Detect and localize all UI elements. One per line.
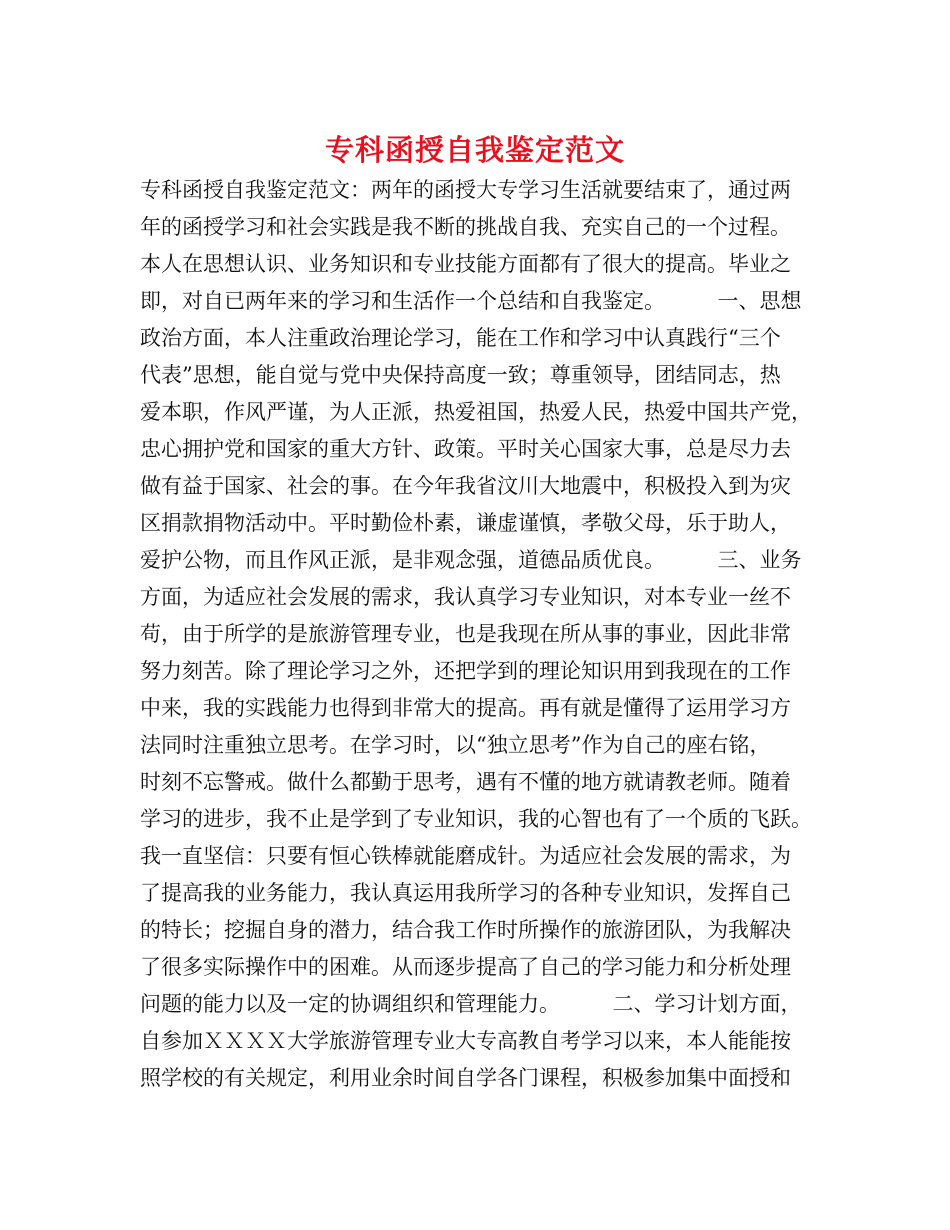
document-body <box>140 172 830 1097</box>
body-line: 年的函授学习和社会实践是我不断的挑战自我、充实自己的一个过程。 <box>140 215 791 239</box>
body-line: 苟，由于所学的是旅游管理专业，也是我现在所从事的事业，因此非常 <box>140 622 791 646</box>
body-line: 方面，为适应社会发展的需求，我认真学习专业知识，对本专业一丝不 <box>140 585 791 609</box>
body-line: 区捐款捐物活动中。平时勤俭朴素，谦虚谨慎，孝敬父母，乐于助人， <box>140 511 791 535</box>
body-line: 了提高我的业务能力，我认真运用我所学习的各种专业知识，发挥自己 <box>140 881 791 905</box>
body-line: 法同时注重独立思考。在学习时，以“独立思考”作为自己的座右铭， <box>140 733 771 757</box>
body-line: 代表”思想，能自觉与党中央保持高度一致；尊重领导，团结同志，热 <box>140 363 781 387</box>
body-line: 了很多实际操作中的困难。从而逐步提高了自己的学习能力和分析处理 <box>140 955 791 979</box>
body-line: 即，对自已两年来的学习和生活作一个总结和自我鉴定。 一、思想 <box>140 289 802 313</box>
body-line: 学习的进步，我不止是学到了专业知识，我的心智也有了一个质的飞跃。 <box>140 807 812 831</box>
body-line: 专科函授自我鉴定范文：两年的函授大专学习生活就要结束了，通过两 <box>140 178 791 202</box>
body-line: 爱本职，作风严谨，为人正派，热爱祖国，热爱人民，热爱中国共产党， <box>140 400 812 424</box>
body-line: 的特长；挖掘自身的潜力，结合我工作时所操作的旅游团队，为我解决 <box>140 918 791 942</box>
body-line: 努力刻苦。除了理论学习之外，还把学到的理论知识用到我现在的工作 <box>140 659 791 683</box>
body-line: 问题的能力以及一定的协调组织和管理能力。 二、学习计划方面， <box>140 992 802 1016</box>
body-line: 本人在思想认识、业务知识和专业技能方面都有了很大的提高。毕业之 <box>140 252 791 276</box>
body-line: 爱护公物，而且作风正派，是非观念强，道德品质优良。 三、业务 <box>140 548 802 572</box>
body-line: 时刻不忘警戒。做什么都勤于思考，遇有不懂的地方就请教老师。随着 <box>140 770 791 794</box>
body-line: 自参加ＸＸＸＸ大学旅游管理专业大专高教自考学习以来，本人能能按 <box>140 1029 791 1053</box>
body-line: 照学校的有关规定，利用业余时间自学各门课程，积极参加集中面授和 <box>140 1066 791 1090</box>
body-line: 政治方面，本人注重政治理论学习，能在工作和学习中认真践行“三个 <box>140 326 781 350</box>
body-line: 中来，我的实践能力也得到非常大的提高。再有就是懂得了运用学习方 <box>140 696 791 720</box>
document-title: 专科函授自我鉴定范文 <box>324 133 625 167</box>
body-line: 忠心拥护党和国家的重大方针、政策。平时关心国家大事，总是尽力去 <box>140 437 791 461</box>
body-line: 我一直坚信：只要有恒心铁棒就能磨成针。为适应社会发展的需求，为 <box>140 844 791 868</box>
body-line: 做有益于国家、社会的事。在今年我省汶川大地震中，积极投入到为灾 <box>140 474 791 498</box>
